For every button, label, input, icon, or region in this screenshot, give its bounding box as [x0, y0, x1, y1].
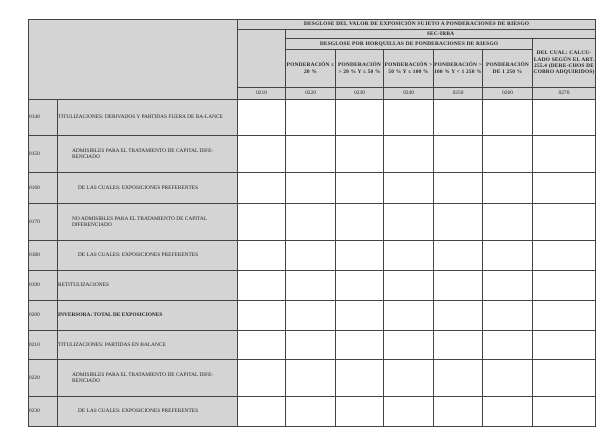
data-cell[interactable]: [483, 204, 533, 241]
header-blank-corner: [29, 20, 238, 100]
data-cell[interactable]: [286, 204, 336, 241]
data-cell[interactable]: [483, 397, 533, 427]
data-cell[interactable]: [238, 136, 286, 173]
col-code-0270: 0270: [533, 88, 596, 100]
row-code: 0160: [29, 173, 58, 204]
header-top-title: DESGLOSE DEL VALOR DE EXPOSICIÓN SUJETO A PONDERACIONES DE RIESGO: [238, 20, 596, 30]
row-code: 0230: [29, 397, 58, 427]
row-label: ADMISIBLES PARA EL TRATAMIENTO DE CAPITAL DIFE-RENCIADO: [58, 136, 238, 173]
row-code: 0220: [29, 360, 58, 397]
table-row: [29, 360, 596, 397]
col-code-0240: 0240: [384, 88, 434, 100]
data-cell[interactable]: [286, 241, 336, 271]
band-header-3: PONDERACIÓN > 50 % Y ≤ 100 %: [384, 50, 434, 88]
data-cell[interactable]: [238, 204, 286, 241]
data-cell[interactable]: [384, 100, 434, 136]
col-code-0260: 0260: [483, 88, 533, 100]
data-cell[interactable]: [336, 271, 384, 301]
data-cell[interactable]: [533, 271, 596, 301]
data-cell[interactable]: [533, 301, 596, 331]
data-cell[interactable]: [384, 271, 434, 301]
row-label: TITULIZACIONES: DERIVADOS Y PARTIDAS FUERA DE BA-LANCE: [58, 100, 238, 136]
table-row: [29, 136, 596, 173]
row-code: 0140: [29, 100, 58, 136]
table-row: [29, 331, 596, 360]
data-cell[interactable]: [238, 301, 286, 331]
data-cell[interactable]: [384, 241, 434, 271]
data-cell[interactable]: [384, 173, 434, 204]
data-cell[interactable]: [483, 241, 533, 271]
data-cell[interactable]: [238, 241, 286, 271]
data-cell[interactable]: [434, 360, 483, 397]
data-cell[interactable]: [336, 360, 384, 397]
data-cell[interactable]: [483, 331, 533, 360]
data-cell[interactable]: [238, 331, 286, 360]
data-cell[interactable]: [336, 204, 384, 241]
data-cell[interactable]: [434, 397, 483, 427]
data-cell[interactable]: [483, 360, 533, 397]
data-cell[interactable]: [336, 301, 384, 331]
data-cell[interactable]: [533, 100, 596, 136]
row-label: INVERSORA: TOTAL DE EXPOSICIONES: [58, 301, 238, 331]
data-cell[interactable]: [434, 136, 483, 173]
col-code-0250: 0250: [434, 88, 483, 100]
data-cell[interactable]: [384, 331, 434, 360]
data-cell[interactable]: [238, 271, 286, 301]
data-cell[interactable]: [434, 301, 483, 331]
data-cell[interactable]: [483, 136, 533, 173]
row-code: 0200: [29, 301, 58, 331]
header-bands-title: DESGLOSE POR HORQUILLAS DE PONDERACIONES DE RIESGO: [286, 39, 533, 50]
data-cell[interactable]: [533, 173, 596, 204]
data-cell[interactable]: [483, 173, 533, 204]
data-cell[interactable]: [434, 241, 483, 271]
data-cell[interactable]: [238, 397, 286, 427]
data-cell[interactable]: [286, 173, 336, 204]
data-cell[interactable]: [336, 136, 384, 173]
data-cell[interactable]: [434, 331, 483, 360]
data-cell[interactable]: [286, 136, 336, 173]
data-cell[interactable]: [336, 173, 384, 204]
row-code: 0180: [29, 241, 58, 271]
table-row: [29, 397, 596, 427]
data-cell[interactable]: [434, 100, 483, 136]
data-cell[interactable]: [286, 100, 336, 136]
band-header-5: PONDERACIÓN DE 1 250 %: [483, 50, 533, 88]
table-row: [29, 100, 596, 136]
data-cell[interactable]: [336, 397, 384, 427]
data-cell[interactable]: [533, 331, 596, 360]
exposure-table: [28, 19, 596, 427]
data-cell[interactable]: [238, 100, 286, 136]
row-code: 0150: [29, 136, 58, 173]
data-cell[interactable]: [434, 271, 483, 301]
band-header-1: PONDERACIÓN ≤ 20 %: [286, 50, 336, 88]
data-cell[interactable]: [286, 397, 336, 427]
table-row: [29, 173, 596, 204]
band-header-4: PONDERACIÓN > 100 % Y < 1 250 %: [434, 50, 483, 88]
data-cell[interactable]: [434, 173, 483, 204]
data-cell[interactable]: [384, 301, 434, 331]
row-label: DE LAS CUALES: EXPOSICIONES PREFERENTES: [58, 173, 238, 204]
data-cell[interactable]: [336, 100, 384, 136]
data-cell[interactable]: [384, 360, 434, 397]
col-code-0210: 0210: [238, 88, 286, 100]
data-cell[interactable]: [286, 331, 336, 360]
header-blank-0210: [238, 30, 286, 88]
data-cell[interactable]: [533, 397, 596, 427]
data-cell[interactable]: [533, 136, 596, 173]
data-cell[interactable]: [238, 360, 286, 397]
data-cell[interactable]: [384, 204, 434, 241]
data-cell[interactable]: [336, 241, 384, 271]
row-code: 0210: [29, 331, 58, 360]
row-code: 0170: [29, 204, 58, 241]
row-label: DE LAS CUALES: EXPOSICIONES PREFERENTES: [58, 397, 238, 427]
data-cell[interactable]: [483, 100, 533, 136]
header-sec-irba: SEC-IRBA: [286, 30, 596, 39]
band-header-2: PONDERACIÓN > 20 % Y ≤ 50 %: [336, 50, 384, 88]
data-cell[interactable]: [533, 360, 596, 397]
data-cell[interactable]: [286, 301, 336, 331]
data-cell[interactable]: [434, 204, 483, 241]
data-cell[interactable]: [384, 397, 434, 427]
row-label: NO ADMISIBLES PARA EL TRATAMIENTO DE CAPITAL DIFERENCIADO: [58, 204, 238, 241]
row-label: RETITULIZACIONES: [58, 271, 238, 301]
table-row: [29, 204, 596, 241]
data-cell[interactable]: [533, 241, 596, 271]
table-row: [29, 241, 596, 271]
data-cell[interactable]: [336, 331, 384, 360]
row-label: TITULIZACIONES: PARTIDAS EN BALANCE: [58, 331, 238, 360]
header-side-col: DEL CUAL: CALCU-LADO SEGÚN EL ART. 255.4 (DERE-CHOS DE COBRO ADQUIRIDOS): [533, 39, 596, 88]
table-row: [29, 271, 596, 301]
data-cell[interactable]: [286, 271, 336, 301]
data-cell[interactable]: [533, 204, 596, 241]
data-cell[interactable]: [384, 136, 434, 173]
data-cell[interactable]: [286, 360, 336, 397]
row-label: DE LAS CUALES: EXPOSICIONES PREFERENTES: [58, 241, 238, 271]
data-cell[interactable]: [238, 173, 286, 204]
col-code-0220: 0220: [286, 88, 336, 100]
data-cell[interactable]: [483, 301, 533, 331]
table-row: [29, 301, 596, 331]
col-code-0230: 0230: [336, 88, 384, 100]
data-cell[interactable]: [483, 271, 533, 301]
row-label: ADMISIBLES PARA EL TRATAMIENTO DE CAPITAL DIFE-RENCIADO: [58, 360, 238, 397]
row-code: 0190: [29, 271, 58, 301]
